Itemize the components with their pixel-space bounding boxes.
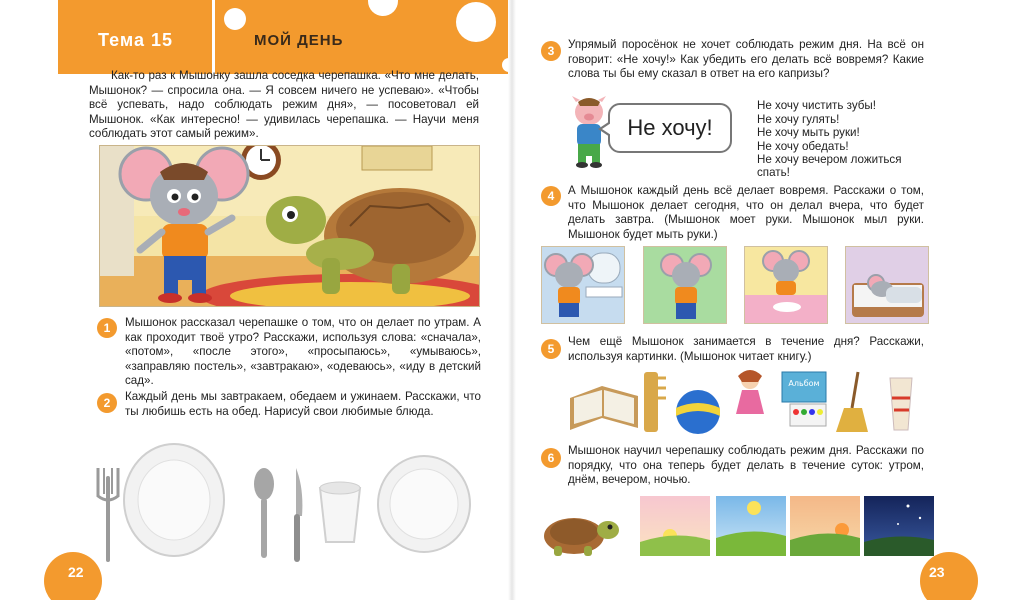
routine-picture-washing <box>541 246 625 324</box>
comb-icon <box>644 372 666 432</box>
book-icon <box>570 386 638 430</box>
task-5-text: Чем ещё Мышонок занимается в течение дня? Расскажи, используя картинки. (Мышонок читает книгу.) <box>568 335 924 363</box>
phrase-line: Не хочу обедать! <box>757 140 849 153</box>
task-number: 3 <box>541 41 561 61</box>
task-number: 5 <box>541 339 561 359</box>
night-picture <box>864 496 934 556</box>
broom-icon <box>836 372 868 432</box>
album-cover-text: Альбом <box>788 379 820 388</box>
page-number: 22 <box>44 552 102 600</box>
morning-picture <box>640 496 710 556</box>
page-number: 23 <box>920 552 978 600</box>
intro-text: Как-то раз к Мышонку зашла соседка черепашка. «Что мне делать, Мышонок? — спросила она. — Я совсем ничего не успеваю». «Чтобы всё успевать, надо соблюдать режим дня», — посоветовал ей Мышонок. «Как интересно! — удивилась черепашка. — Научи меня соблюдать этот самый режим». <box>89 69 479 140</box>
task-number: 4 <box>541 186 561 206</box>
page-title: МОЙ ДЕНЬ <box>254 32 344 49</box>
phrase-line: Не хочу чистить зубы! <box>757 99 876 112</box>
task-2-text: Каждый день мы завтракаем, обедаем и ужинаем. Расскажи, что ты любишь есть на обед. Нарисуй свои любимые блюда. <box>125 390 481 418</box>
doll-icon <box>736 370 764 414</box>
ball-icon <box>676 390 720 434</box>
task-number: 6 <box>541 448 561 468</box>
topic-label: Тема 15 <box>98 30 173 50</box>
scarf-icon <box>890 378 912 430</box>
small-turtle-figure <box>540 510 620 558</box>
evening-picture <box>790 496 860 556</box>
day-picture <box>716 496 786 556</box>
task-4-text: А Мышонок каждый день всё делает вовремя. Расскажи о том, что Мышонок делает сегодня, что он делал вчера, что будет делать завтра. (Мышонок моет руки. Мышонок мыл руки. Мышонок будет мыть руки.) <box>568 184 924 241</box>
speech-bubble: Не хочу! <box>608 103 732 153</box>
task-1-text: Мышонок рассказал черепашке о том, что он делает по утрам. А как проходит твоё утро? Расскажи, используя слова: «сначала», «потом», «после этого», «просыпаюсь», «умываюсь», «заправляю постель», «завтракаю», «одеваюсь», «иду в детский сад». <box>125 316 481 387</box>
task-number: 2 <box>97 393 117 413</box>
routine-picture-hands <box>643 246 727 324</box>
task-number: 1 <box>97 318 117 338</box>
task-3-text: Упрямый поросёнок не хочет соблюдать режим дня. На всё он говорит: «Не хочу!» Как убедить его делать всё вовремя? Какие слова ты бы ему сказал в ответ на его капризы? <box>568 38 924 80</box>
phrase-line: Не хочу вечером ложиться <box>757 153 902 166</box>
routine-picture-sleeping <box>845 246 929 324</box>
phrase-line: Не хочу мыть руки! <box>757 126 860 139</box>
phrase-line: Не хочу гулять! <box>757 113 840 126</box>
daily-objects <box>568 368 928 436</box>
phrase-line: спать! <box>757 166 790 179</box>
routine-picture-eating <box>744 246 828 324</box>
task-6-text: Мышонок научил черепашку соблюдать режим дня. Расскажи по порядку, что она теперь будет делать в течение суток: утром, днём, вечером, ночью. <box>568 444 924 486</box>
